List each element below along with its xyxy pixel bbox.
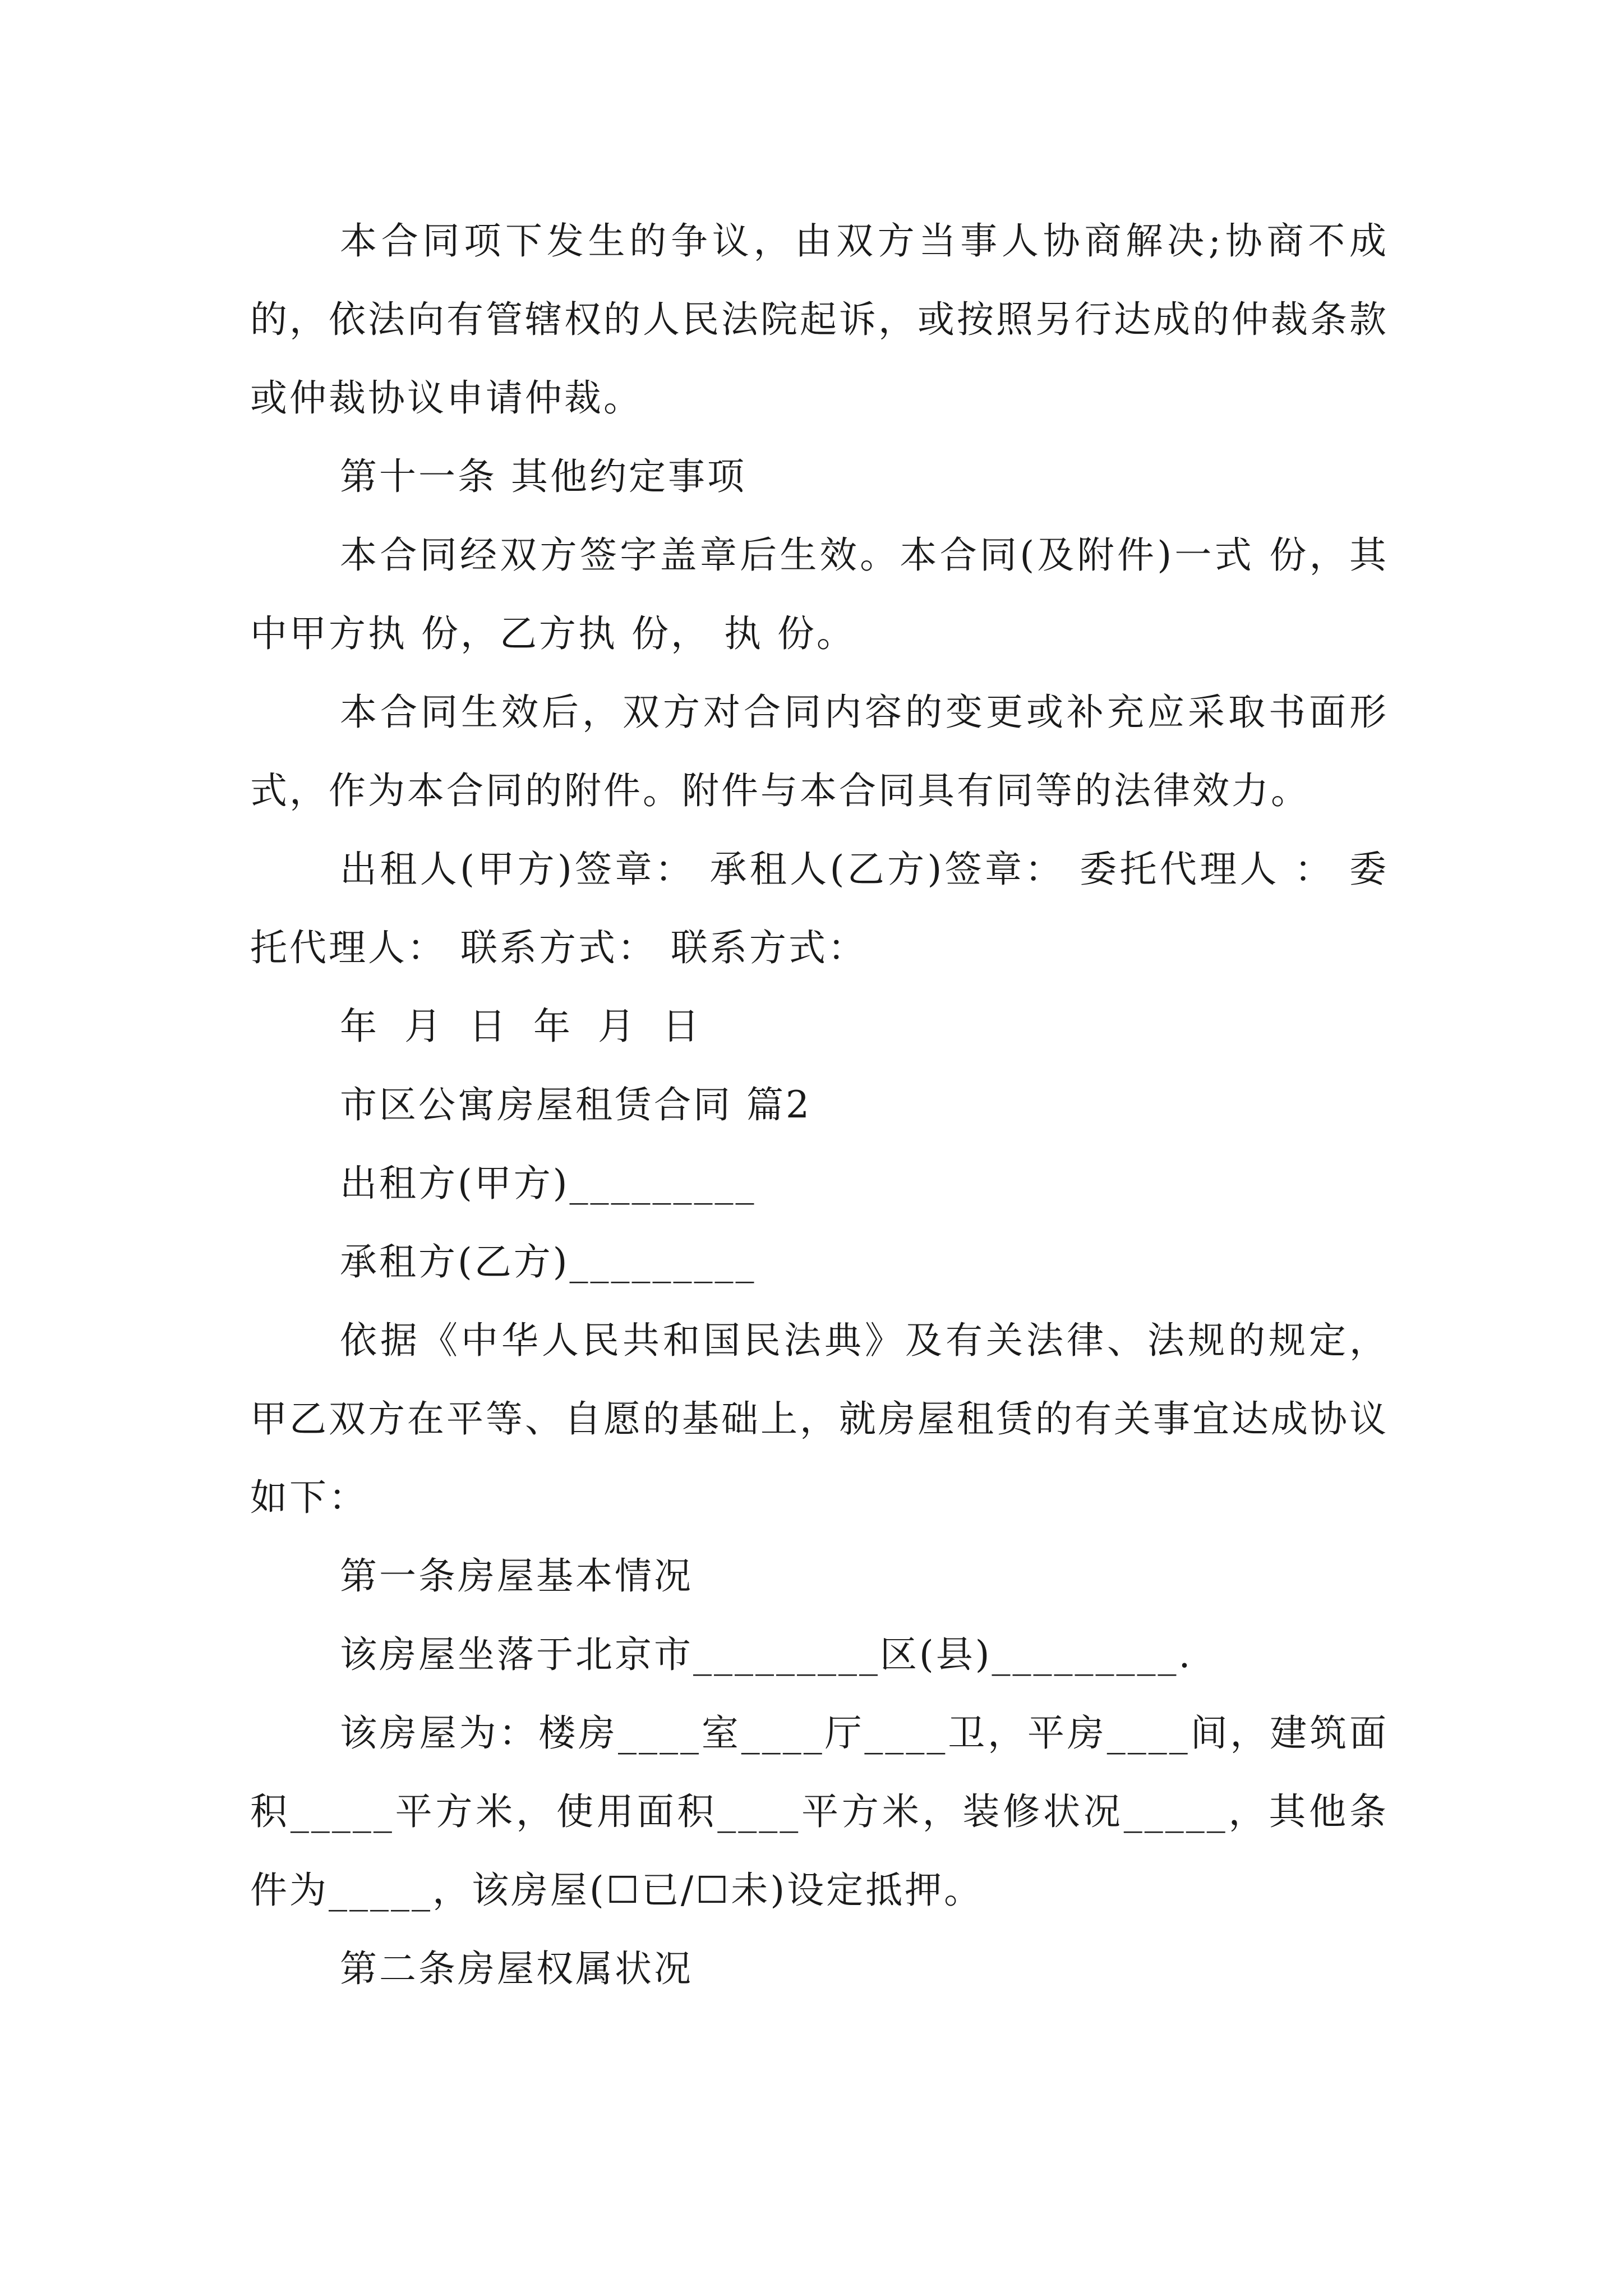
article-1-heading: 第一条房屋基本情况 bbox=[340, 1554, 693, 1598]
article-2-heading: 第二条房屋权属状况 bbox=[340, 1947, 693, 1990]
effectiveness-paragraph: 本合同经双方签字盖章后生效。本合同(及附件)一式 份，其中甲方执 份，乙方执 份， 执 份。 bbox=[250, 533, 1389, 655]
amendment-paragraph: 本合同生效后，双方对合同内容的变更或补充应采取书面形式，作为本合同的附件。附件与本合同具有同等的法律效力。 bbox=[250, 691, 1389, 812]
dispute-resolution-paragraph: 本合同项下发生的争议，由双方当事人协商解决;协商不成的，依法向有管辖权的人民法院起诉，或按照另行达成的仲裁条款或仲裁协议申请仲裁。 bbox=[250, 219, 1389, 420]
lessee-line: 承租方(乙方)_________ bbox=[340, 1240, 757, 1283]
legal-basis-paragraph: 依据《中华人民共和国民法典》及有关法律、法规的规定，甲乙双方在平等、自愿的基础上，就房屋租赁的有关事宜达成协议如下： bbox=[250, 1319, 1389, 1519]
lessor-line: 出租方(甲方)_________ bbox=[340, 1162, 757, 1205]
contract-title-2: 市区公寓房屋租赁合同 篇2 bbox=[340, 1083, 811, 1126]
document-page bbox=[250, 202, 1389, 2008]
location-line: 该房屋坐落于北京市_________区(县)_________. bbox=[340, 1633, 1193, 1676]
house-details-paragraph: 该房屋为：楼房____室____厅____卫，平房____间，建筑面积_____平方米，使用面积____平方米，装修状况_____，其他条件为_____，该房屋(☐已/☐未)设定抵押。 bbox=[250, 1711, 1389, 1912]
article-11-heading: 第十一条 其他约定事项 bbox=[340, 455, 746, 498]
date-line: 年 月 日 年 月 日 bbox=[340, 1005, 707, 1048]
signature-block: 出租人(甲方)签章： 承租人(乙方)签章： 委托代理人 ： 委托代理人： 联系方式： 联系方式： bbox=[250, 848, 1389, 969]
